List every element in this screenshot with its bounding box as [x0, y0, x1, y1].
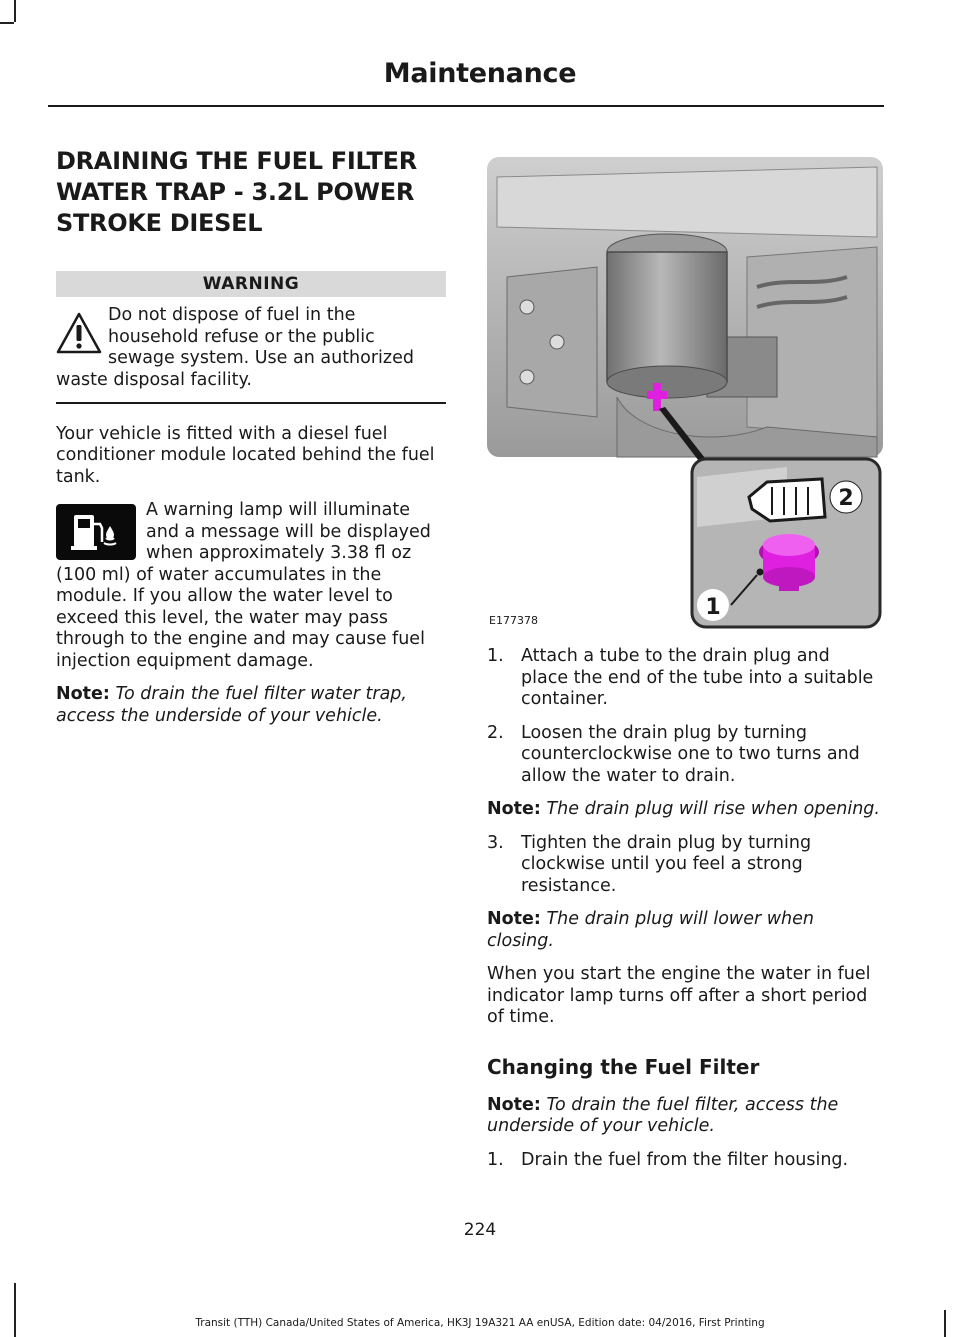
- step-number: 1.: [487, 1149, 504, 1170]
- section-title: DRAINING THE FUEL FILTER WATER TRAP - 3.2L POWER STROKE DIESEL: [56, 147, 417, 237]
- callout-2: 2: [838, 486, 854, 511]
- subsection-title: Changing the Fuel Filter: [487, 1054, 760, 1079]
- step-text: Loosen the drain plug by turning counterclockwise one to two turns and allow the water to drain.: [521, 722, 860, 786]
- step-item: [487, 1150, 881, 1172]
- right-column: [487, 640, 881, 1171]
- note-label: Note:: [487, 799, 541, 819]
- water-in-fuel-lamp: [56, 504, 136, 560]
- crop-mark: [0, 22, 14, 24]
- step-number: 2.: [487, 722, 504, 743]
- intro-paragraph: Your vehicle is fitted with a diesel fuel conditioner module located behind the fuel tank.: [56, 423, 435, 487]
- page-number: 224: [463, 1220, 497, 1240]
- crop-mark: [14, 0, 16, 22]
- note-label: Note:: [56, 684, 110, 704]
- warning-label: WARNING: [56, 271, 446, 297]
- note-paragraph: [487, 799, 881, 821]
- figure-code: E177378: [489, 614, 538, 627]
- step-item: [487, 833, 881, 898]
- water-in-fuel-lamp-icon: [70, 512, 122, 552]
- step-text: Attach a tube to the drain plug and place the end of the tube into a suitable container.: [521, 646, 874, 709]
- header-rule: [48, 105, 884, 107]
- note-label: Note:: [487, 909, 541, 929]
- lamp-text: A warning lamp will illuminate and a message will be displayed when approximately 3.38 fl oz (100 ml) of water accumulates in the module. If you allow the water level to exceed this level, the water may pass through to the engine and may cause fuel injection equipment damage.: [56, 500, 431, 671]
- note-label: Note:: [487, 1094, 541, 1115]
- step-text: Tighten the drain plug by turning clockwise until you feel a strong resistance.: [521, 832, 812, 896]
- step-number: 1.: [487, 646, 504, 666]
- warning-triangle-icon: [56, 311, 102, 355]
- note-paragraph: [487, 909, 881, 952]
- fuel-filter-figure: [487, 157, 883, 629]
- after-paragraph: When you start the engine the water in fuel indicator lamp turns off after a short period of time.: [487, 964, 871, 1027]
- page-header-title: Maintenance: [383, 58, 577, 89]
- note-text: To drain the fuel filter water trap, access the underside of your vehicle.: [56, 684, 407, 726]
- lamp-paragraph: [56, 500, 446, 672]
- step-item: [487, 723, 881, 788]
- step-number: 3.: [487, 832, 504, 853]
- warning-box: [56, 305, 446, 391]
- warning-text: Do not dispose of fuel in the household refuse or the public sewage system. Use an authorized waste disposal facility.: [56, 305, 414, 390]
- warning-rule: [56, 402, 446, 404]
- left-column: [56, 146, 446, 727]
- callout-1: 1: [705, 595, 721, 620]
- footer-text: Transit (TTH) Canada/United States of America, HK3J 19A321 AA enUSA, Edition date: 04/2016, First Printing: [195, 1317, 765, 1329]
- note-paragraph: [56, 684, 446, 727]
- note-paragraph: [487, 1095, 881, 1138]
- step-item: [487, 646, 881, 711]
- note-text: The drain plug will lower when closing.: [487, 909, 815, 951]
- step-text: Drain the fuel from the filter housing.: [521, 1149, 849, 1170]
- note-text: The drain plug will rise when opening.: [546, 799, 880, 819]
- note-text: To drain the fuel filter, access the underside of your vehicle.: [487, 1094, 839, 1136]
